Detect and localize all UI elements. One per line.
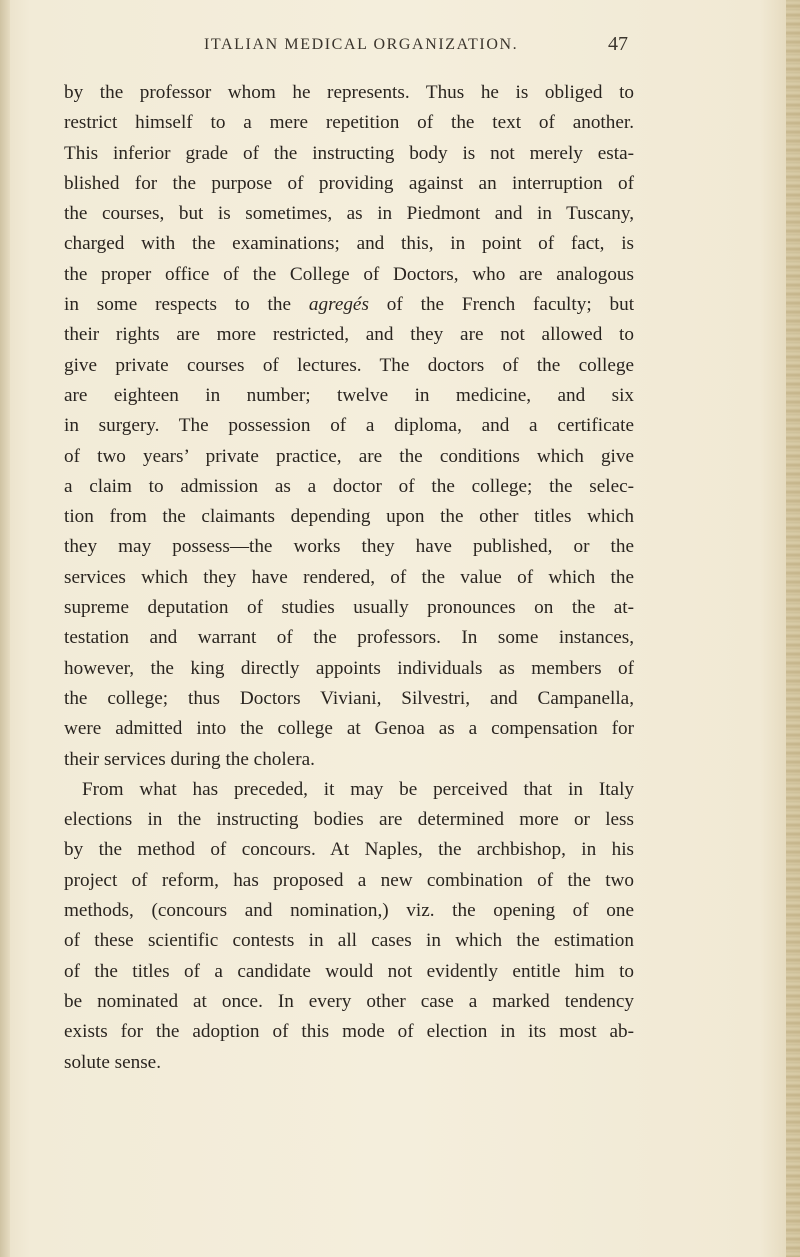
text-line-3: This inferior grade of the instructing body is not merely esta- (64, 142, 634, 164)
text-line-19: testation and warrant of the professors. In some instances, (64, 627, 634, 649)
italic-term-agreges: agregés (308, 294, 369, 316)
text-line-33: solute sense. (64, 1051, 161, 1073)
text-line-18: supreme deputation of studies usually pronounces on the at- (64, 597, 634, 619)
text-line-4: blished for the purpose of providing against an interruption of (64, 172, 634, 194)
text-line-8-start: in some respects to the (64, 294, 292, 316)
text-line-25: elections in the instructing bodies are determined more or less (64, 809, 634, 831)
text-line-7: the proper office of the College of Doctors, who are analogous (64, 263, 634, 285)
text-line-11: are eighteen in number; twelve in medicine, and six (64, 384, 634, 406)
text-line-16: they may possess—the works they have published, or the (64, 536, 634, 558)
text-line-30: of the titles of a candidate would not evidently entitle him to (64, 960, 634, 982)
page-edge (786, 0, 800, 1257)
text-line-20: however, the king directly appoints individuals as members of (64, 657, 634, 679)
text-line-8-end: of the French faculty; but (386, 294, 635, 316)
text-line-24: From what has preceded, it may be perceived that in Italy (82, 778, 634, 800)
text-line-10: give private courses of lectures. The doctors of the college (64, 354, 634, 376)
text-line-15: tion from the claimants depending upon the other titles which (64, 506, 634, 528)
text-line-12: in surgery. The possession of a diploma, and a certificate (64, 415, 634, 437)
text-line-23: their services during the cholera. (64, 748, 315, 770)
text-line-21: the college; thus Doctors Viviani, Silvestri, and Campanella, (64, 687, 634, 709)
text-line-1: by the professor whom he represents. Thus he is obliged to (64, 82, 634, 103)
text-line-8 (64, 290, 634, 320)
text-line-9: their rights are more restricted, and they are not allowed to (64, 324, 634, 346)
text-line-32: exists for the adoption of this mode of election in its most ab- (64, 1021, 634, 1043)
text-line-14: a claim to admission as a doctor of the college; the selec- (64, 475, 634, 497)
page-gutter-shadow (0, 0, 10, 1257)
text-line-31: be nominated at once. In every other case a marked tendency (64, 990, 634, 1012)
text-line-27: project of reform, has proposed a new combination of the two (64, 869, 634, 891)
text-line-2: restrict himself to a mere repetition of the text of another. (64, 112, 634, 134)
text-line-29: of these scientific contests in all cases in which the estimation (64, 930, 634, 952)
body-text (64, 78, 634, 1078)
text-line-22: were admitted into the college at Genoa as a compensation for (64, 718, 634, 740)
text-line-6: charged with the examinations; and this, in point of fact, is (64, 233, 634, 255)
page-header (0, 28, 800, 58)
text-line-5: the courses, but is sometimes, as in Piedmont and in Tuscany, (64, 203, 634, 225)
text-line-13: of two years’ private practice, are the conditions which give (64, 445, 634, 467)
text-line-26: by the method of concours. At Naples, the archbishop, in his (64, 839, 634, 861)
running-title: ITALIAN MEDICAL ORGANIZATION. (204, 36, 519, 53)
page-number: 47 (608, 33, 628, 55)
text-line-28: methods, (concours and nomination,) viz. the opening of one (64, 900, 634, 922)
text-line-17: services which they have rendered, of the value of which the (64, 566, 634, 588)
